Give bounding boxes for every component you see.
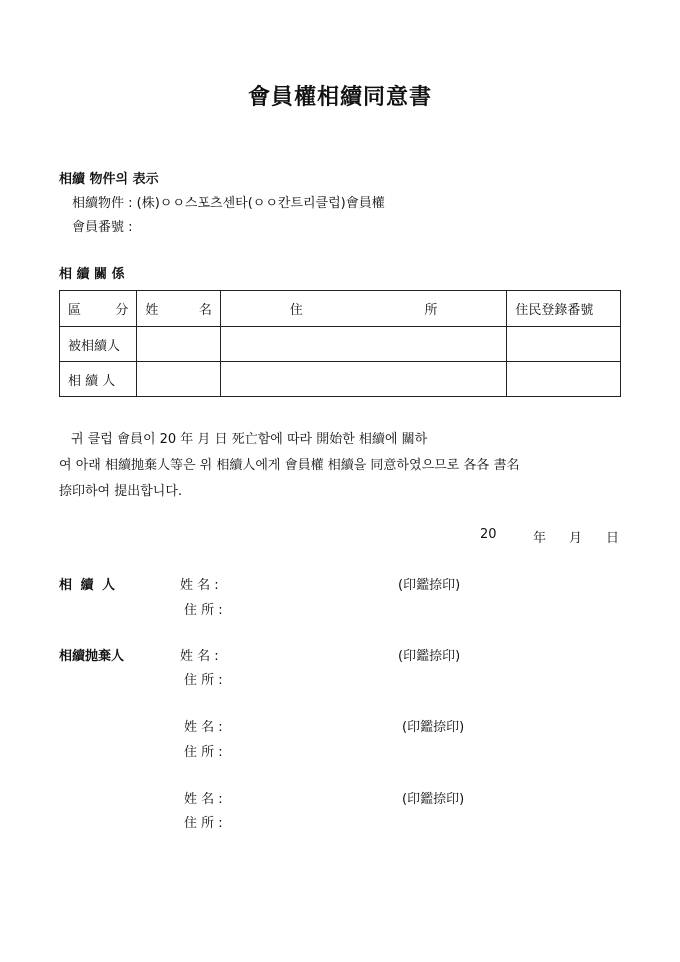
row-name-cell (137, 327, 220, 362)
waiver1-name-label: 姓 名 : (180, 649, 219, 664)
row-label: 被相續人 (60, 327, 137, 362)
waiver3-seal: (印鑑捺印) (402, 792, 465, 807)
header-category-a: 區 (68, 303, 82, 318)
table-row (60, 327, 621, 362)
header-name-a: 姓 (145, 303, 159, 318)
date-day-unit: 日 (606, 531, 620, 546)
date-year-unit: 年 (533, 531, 547, 546)
property-heading: 相續 物件의 表示 (59, 172, 159, 187)
waiver2-seal: (印鑑捺印) (402, 720, 465, 735)
heir-seal: (印鑑捺印) (398, 578, 461, 593)
header-category-b: 分 (115, 303, 129, 318)
row-address-cell (220, 362, 507, 397)
table-row (60, 362, 621, 397)
header-address-b: 所 (424, 303, 438, 318)
date-year: 20 (480, 527, 497, 542)
body-line-2: 여 아래 相續抛棄人等은 위 相續人에게 會員權 相續을 同意하였으므로 各各 書名 (59, 458, 520, 473)
heir-address-label: 住 所 : (184, 603, 223, 618)
relation-heading: 相 續 關 係 (59, 267, 125, 282)
table-header-row (60, 291, 621, 327)
heir-label: 相 續 人 (59, 578, 118, 593)
header-category (60, 291, 137, 327)
member-number-line: 會員番號 : (72, 220, 133, 235)
property-item-line: 相續物件 : (株)ㅇㅇ스포츠센타(ㅇㅇ칸트리클럽)會員權 (72, 196, 385, 211)
row-label: 相 續 人 (60, 362, 137, 397)
relation-table (59, 290, 621, 397)
row-resident-cell (507, 362, 621, 397)
date-month-unit: 月 (569, 531, 583, 546)
waiver3-name-label: 姓 名 : (184, 792, 223, 807)
waiver1-address-label: 住 所 : (184, 673, 223, 688)
header-name (137, 291, 220, 327)
row-address-cell (220, 327, 507, 362)
row-resident-cell (507, 327, 621, 362)
header-resident-number: 住民登錄番號 (507, 291, 621, 327)
waiver3-address-label: 住 所 : (184, 816, 223, 831)
waiver-label: 相續抛棄人 (59, 649, 125, 664)
document-title: 會員權相續同意書 (247, 85, 432, 110)
waiver1-seal: (印鑑捺印) (398, 649, 461, 664)
body-line-1: 귀 클럽 會員이 20 年 月 日 死亡함에 따라 開始한 相續에 關하 (71, 432, 428, 447)
header-name-b: 名 (198, 303, 212, 318)
header-address (220, 291, 507, 327)
header-address-a: 住 (289, 303, 303, 318)
waiver2-name-label: 姓 名 : (184, 720, 223, 735)
body-line-3: 捺印하여 提出합니다. (59, 484, 183, 499)
row-name-cell (137, 362, 220, 397)
heir-name-label: 姓 名 : (180, 578, 219, 593)
waiver2-address-label: 住 所 : (184, 745, 223, 760)
